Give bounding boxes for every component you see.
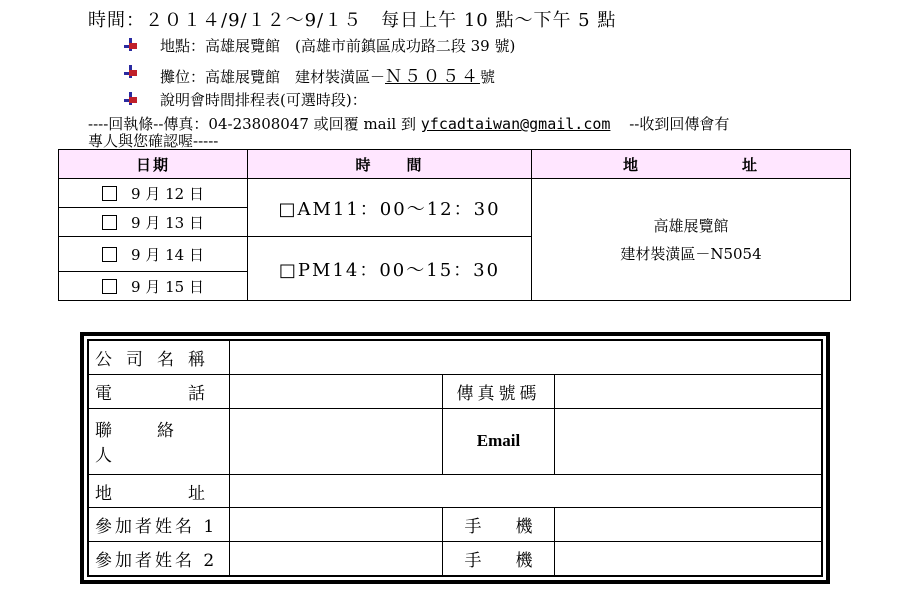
table-row: [59, 179, 851, 208]
time-slot-am[interactable]: □AM11：00～12：30: [248, 179, 532, 237]
date-label: 9 月 14 日: [131, 245, 204, 264]
date-cell[interactable]: [59, 272, 248, 301]
form-row: [89, 374, 822, 408]
event-date-line: 時間：２０１４/9/１２～9/１５ 每日上午 10 點～下午 5 點: [88, 10, 617, 31]
form-row: [89, 408, 822, 474]
attendee2-field[interactable]: [230, 542, 443, 576]
address-line-2: 建材裝潢區－N5054: [620, 244, 762, 263]
phone-label: 電 話: [89, 374, 230, 408]
schedule-header-row: [59, 150, 851, 179]
venue-line: 地點：高雄展覽館 (高雄市前鎮區成功路二段 39 號): [160, 37, 516, 55]
time-slot-pm[interactable]: □PM14：00～15：30: [248, 237, 532, 301]
date-label: 9 月 15 日: [131, 277, 204, 296]
booth-suffix: 號: [480, 68, 496, 86]
address-cell: [532, 179, 851, 301]
company-label: 公司名稱: [89, 341, 230, 375]
bullet-icon: [124, 65, 138, 79]
mobile1-label: 手 機: [443, 508, 555, 542]
email-field[interactable]: [555, 408, 822, 474]
fax-field[interactable]: [555, 374, 822, 408]
date-cell[interactable]: [59, 208, 248, 237]
schedule-table: [58, 149, 851, 301]
bullet-icon: [124, 38, 138, 52]
company-field[interactable]: [230, 341, 822, 375]
booth-prefix: 攤位：高雄展覽館 建材裝潢區－: [160, 68, 386, 86]
checkbox[interactable]: [102, 247, 117, 262]
mobile2-label: 手 機: [443, 542, 555, 576]
phone-field[interactable]: [230, 374, 443, 408]
attendee1-field[interactable]: [230, 508, 443, 542]
reply-line-2: 專人與您確認喔-----: [88, 132, 219, 150]
address-line-1: 高雄展覽館: [653, 216, 729, 235]
reply-prefix: ----回執條--傳真：04-23808047 或回覆 mail 到: [88, 115, 416, 133]
email-label: Email: [443, 408, 555, 474]
form-row: [89, 508, 822, 542]
attendee2-label: 參加者姓名 2: [89, 542, 230, 576]
mobile2-field[interactable]: [555, 542, 822, 576]
mobile1-field[interactable]: [555, 508, 822, 542]
checkbox[interactable]: [102, 215, 117, 230]
contact-label: 聯 絡 人: [89, 408, 230, 474]
header-address: 地 址: [532, 150, 851, 179]
contact-field[interactable]: [230, 408, 443, 474]
fax-label: 傳真號碼: [443, 374, 555, 408]
checkbox[interactable]: [102, 279, 117, 294]
form-row: [89, 341, 822, 375]
address-field[interactable]: [230, 474, 822, 508]
header-date: 日期: [59, 150, 248, 179]
schedule-heading: 說明會時間排程表(可選時段)：: [160, 91, 367, 109]
attendee1-label: 參加者姓名 1: [89, 508, 230, 542]
reply-suffix: --收到回傳會有: [629, 115, 730, 133]
checkbox[interactable]: [102, 186, 117, 201]
bullet-icon: [124, 92, 138, 106]
form-row: [89, 474, 822, 508]
date-cell[interactable]: [59, 179, 248, 208]
address-label: 地 址: [89, 474, 230, 508]
date-label: 9 月 12 日: [131, 184, 204, 203]
date-label: 9 月 13 日: [131, 213, 204, 232]
booth-line: [160, 62, 495, 87]
date-cell[interactable]: [59, 237, 248, 272]
form-row: [89, 542, 822, 576]
registration-form: [80, 332, 830, 584]
booth-code: Ｎ５０５４: [385, 67, 481, 87]
reply-email-link[interactable]: yfcadtaiwan@gmail.com: [420, 115, 611, 133]
header-time: 時 間: [248, 150, 532, 179]
